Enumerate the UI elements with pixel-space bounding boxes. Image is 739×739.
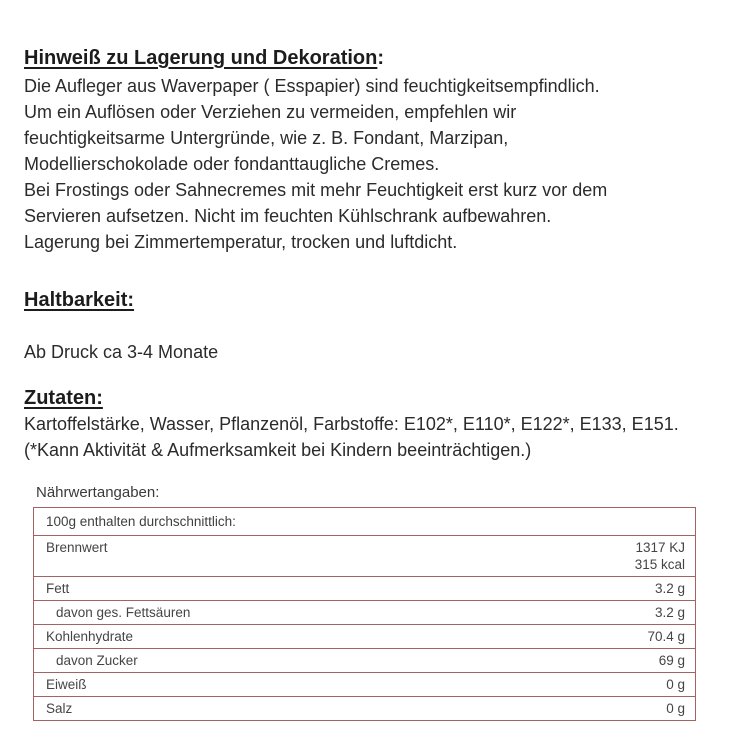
ingredients-paragraph <box>24 411 715 463</box>
section-storage <box>24 45 715 255</box>
text-line: Servieren aufsetzen. Nicht im feuchten Kühlschrank aufbewahren. <box>24 206 552 226</box>
nutrient-value: 1317 KJ <box>635 540 685 555</box>
ingredients-heading-text: Zutaten: <box>24 387 103 409</box>
storage-paragraph <box>24 73 715 255</box>
nutrition-table-row <box>34 624 695 648</box>
nutrition-table-header: 100g enthalten durchschnittlich: <box>46 514 236 529</box>
nutrient-values <box>666 700 685 717</box>
nutrition-table-row <box>34 576 695 600</box>
section-ingredients <box>24 385 715 463</box>
nutrition-table-row <box>34 648 695 672</box>
nutrient-value: 315 kcal <box>634 557 685 572</box>
nutrient-values <box>635 539 685 573</box>
nutrient-name: davon ges. Fettsäuren <box>56 605 191 620</box>
shelf-life-heading-text: Haltbarkeit: <box>24 289 135 311</box>
text-line: Die Aufleger aus Waverpaper ( Esspapier) sind feuchtigkeitsempfindlich. <box>24 76 600 96</box>
nutrient-name: Salz <box>46 701 73 716</box>
text-line: Lagerung bei Zimmertemperatur, trocken und luftdicht. <box>24 232 458 252</box>
shelf-life-paragraph <box>24 339 715 365</box>
nutrient-values <box>666 676 685 693</box>
text-line: feuchtigkeitsarme Untergründe, wie z. B. Fondant, Marzipan, <box>24 128 509 148</box>
nutrient-value: 70.4 g <box>647 629 685 644</box>
text-line: Um ein Auflösen oder Verziehen zu vermeiden, empfehlen wir <box>24 102 517 122</box>
ingredients-heading <box>24 385 715 411</box>
storage-heading-colon: : <box>377 47 385 69</box>
nutrient-value: 0 g <box>666 701 685 716</box>
nutrition-table-rows <box>34 535 695 720</box>
nutrient-value: 3.2 g <box>654 581 685 596</box>
text-line: Ab Druck ca 3-4 Monate <box>24 342 219 362</box>
text-line: Kartoffelstärke, Wasser, Pflanzenöl, Farbstoffe: E102*, E110*, E122*, E133, E151. <box>24 414 679 434</box>
nutrition-table-row <box>34 535 695 576</box>
nutrient-name: davon Zucker <box>56 653 138 668</box>
shelf-life-heading <box>24 287 715 313</box>
nutrient-name: Kohlenhydrate <box>46 629 134 644</box>
nutrient-values <box>655 604 685 621</box>
storage-heading-text: Hinweiß zu Lagerung und Dekoration <box>24 47 378 69</box>
nutrient-value: 3.2 g <box>654 605 685 620</box>
text-line: Modellierschokolade oder fondanttaugliche Cremes. <box>24 154 440 174</box>
section-nutrition <box>33 483 715 721</box>
nutrient-name: Brennwert <box>46 540 108 555</box>
nutrition-table-row <box>34 672 695 696</box>
nutrient-name: Eiweiß <box>46 677 87 692</box>
text-line: (*Kann Aktivität & Aufmerksamkeit bei Kindern beeinträchtigen.) <box>24 440 532 460</box>
text-line: Bei Frostings oder Sahnecremes mit mehr Feuchtigkeit erst kurz vor dem <box>24 180 608 200</box>
nutrition-label: Nährwertangaben: <box>36 484 160 501</box>
nutrition-table-row <box>34 600 695 624</box>
nutrition-table-row <box>34 696 695 720</box>
storage-heading <box>24 45 715 71</box>
nutrient-values <box>659 652 685 669</box>
nutrient-value: 69 g <box>658 653 685 668</box>
nutrient-values <box>647 628 685 645</box>
section-shelf-life <box>24 287 715 365</box>
nutrition-table <box>33 507 696 721</box>
nutrient-name: Fett <box>46 581 70 596</box>
nutrient-values <box>655 580 685 597</box>
nutrient-value: 0 g <box>666 677 685 692</box>
